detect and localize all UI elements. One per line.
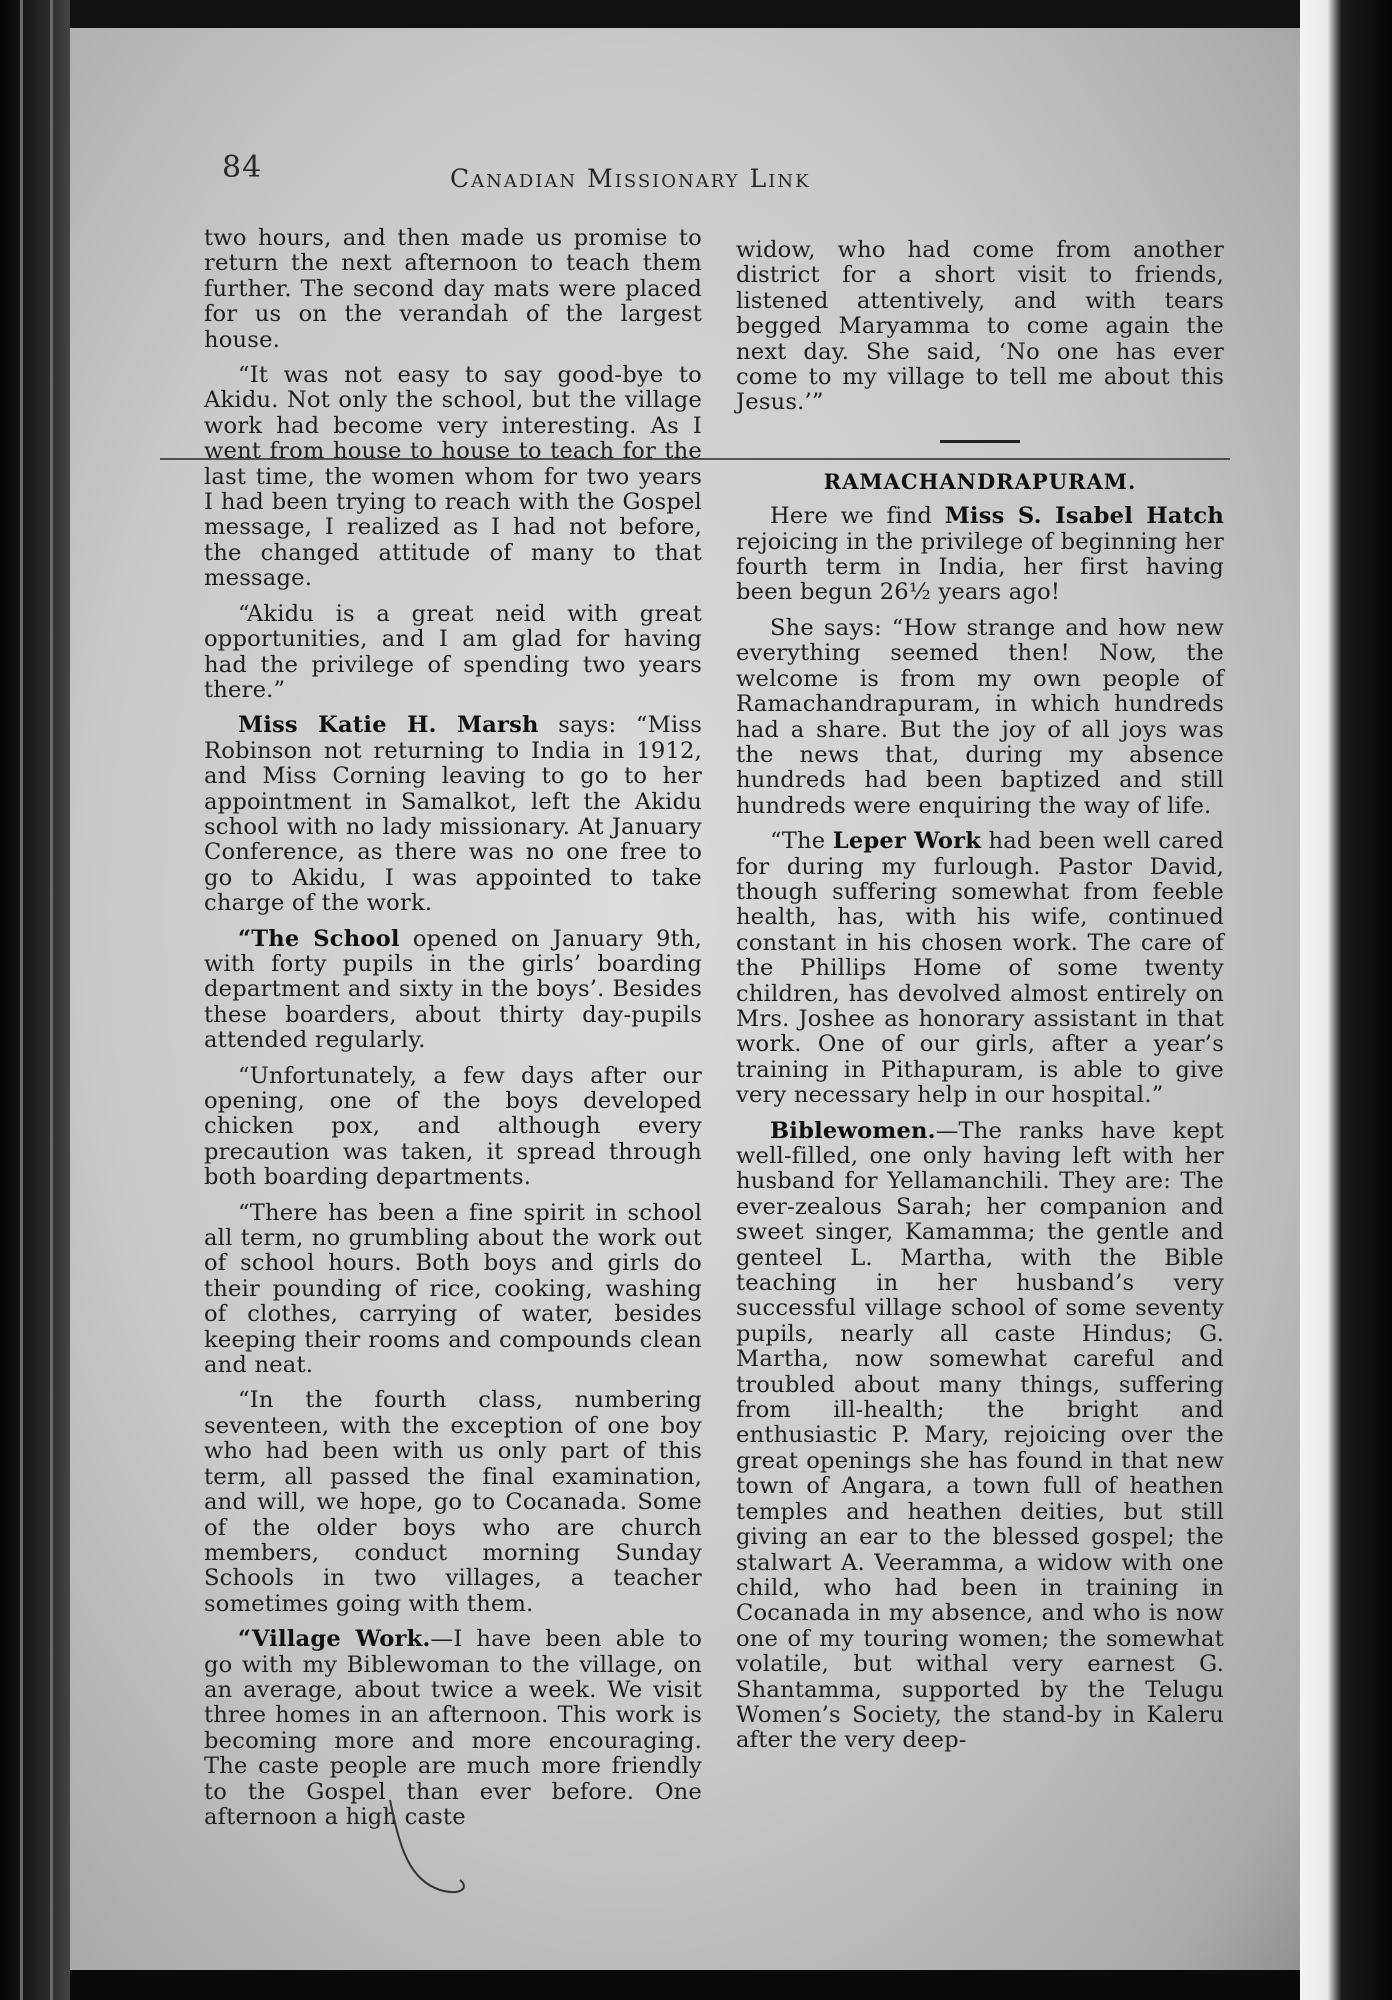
- running-title: Canadian Missionary Link: [450, 164, 811, 193]
- subheading: “Village Work.: [238, 1626, 431, 1653]
- subheading: Leper Work: [832, 828, 982, 855]
- subheading: “The School: [238, 925, 400, 952]
- paragraph-text: opened on January 9th, with forty pupils in the girls’ boarding department and sixty in the boys’. Besides these boarders, about thirty day-pupils attended regularly.: [204, 925, 702, 1054]
- paragraph: two hours, and then made us promise to return the next afternoon to teach them further. The second day mats were placed for us on the verandah of the largest house.: [204, 225, 702, 353]
- paragraph: She says: “How strange and how new everything seemed then! Now, the welcome is from my own people of Ramachandrapuram, in which hundreds had a share. But the joy of all joys was the news that, during my absence hundreds had been baptized and still hundreds were enquiring the way of life.: [736, 614, 1224, 819]
- paragraph-text: —I have been able to go with my Biblewoman to the village, on an average, about twice a week. We visit three homes in an afternoon. This work is becoming more and more encouraging. The caste people are much more friendly to the Gospel than ever before. One afternoon a high caste: [204, 1626, 703, 1830]
- scan-left-margin: [0, 0, 70, 2000]
- paragraph: “In the fourth class, numbering seventeen, with the exception of one boy who had been with us only part of this term, all passed the final examination, and will, we hope, go to Cocanada. Some of the older boys who are church members, conduct morning Sunday Schools in two villages, a teacher sometimes going with them.: [204, 1387, 702, 1617]
- subheading: Biblewomen.: [770, 1117, 936, 1144]
- paragraph: [204, 927, 702, 1054]
- section-divider: [940, 440, 1020, 443]
- ink-scribble: [380, 1790, 500, 1910]
- page-number: 84: [222, 150, 263, 185]
- binding-line: [20, 0, 23, 2000]
- section-title: RAMACHANDRAPURAM.: [823, 468, 1137, 494]
- paragraph-text: —The ranks have kept well-filled, one only having left with her husband for Yellamanchili. They are: The ever-zealous Sarah; her companion and sweet singer, Kamamma; the gentle and genteel L. Martha, with the Bible teaching in her husband’s very successful village school of some seventy pupils, nearly all caste Hindus; G. Martha, now somewhat careful and troubled about many things, suffering from ill-health; the bright and enthusiastic P. Mary, rejoicing over the great openings she has found in that new town of Angara, a town full of heathen temples and heathen deities, but still giving an ear to the blessed gospel; the stalwart A. Veeramma, a widow with one child, who had been in training in Cocanada in my absence, and who is now one of my touring women; the somewhat volatile, but withal very earnest G. Shantamma, supported by the Telugu Women’s Society, the stand-by in Kaleru after the very deep-: [736, 1117, 1224, 1754]
- paragraph-text: says: “Miss Robinson not returning to India in 1912, and Miss Corning leaving to go to her appointment in Samalkot, left the Akidu school with no lady missionary. At January Conference, as there was no one free to go to Akidu, I was appointed to take charge of the work.: [204, 712, 703, 917]
- left-column: [204, 226, 702, 1840]
- paragraph: [736, 829, 1224, 1108]
- page-header: [150, 130, 1230, 193]
- paragraph-text: had been well cared for during my furlough. Pastor David, though suffering somewhat from feeble health, has, with his wife, continued constant in his chosen work. The care of the Phillips Home of some twenty children, has devolved almost entirely on Mrs. Joshee as honorary assistant in that work. One of our girls, after a year’s training in Pithapuram, is able to give very necessary help in our hospital.”: [736, 828, 1224, 1109]
- paragraph: “Unfortunately, a few days after our opening, one of the boys developed chicken pox, and although every precaution was taken, it spread through both boarding departments.: [204, 1062, 702, 1191]
- person-name: Miss Katie H. Marsh: [238, 712, 539, 739]
- binding-line: [50, 0, 53, 2000]
- right-column: [736, 238, 1224, 1764]
- paragraph: [736, 1119, 1224, 1754]
- paragraph: “It was not easy to say good-bye to Akidu. Not only the school, but the village work had become very interesting. As I went from house to house to teach for the last time, the women whom for two years I had been trying to reach with the Gospel message, I realized as I had not before, the changed attitude of many to that message.: [204, 362, 702, 592]
- paragraph: [736, 504, 1224, 606]
- paragraph-text: rejoicing in the privilege of beginning her fourth term in India, her first having been begun 26½ years ago!: [736, 528, 1224, 606]
- paragraph-text: Here we find: [770, 503, 945, 530]
- paragraph: [204, 713, 702, 916]
- person-name: Miss S. Isabel Hatch: [944, 503, 1224, 530]
- scan-bottom-margin: [70, 1970, 1300, 2000]
- paragraph: widow, who had come from another district for a short visit to friends, listened attentively, and with tears begged Maryamma to come again the next day. She said, ‘No one has ever come to my village to tell me about this Jesus.’”: [736, 237, 1224, 416]
- scan-right-margin: [1300, 0, 1392, 2000]
- paragraph: “Akidu is a great neid with great opportunities, and I am glad for having had the privilege of spending two years there.”: [204, 600, 702, 703]
- paragraph: “There has been a fine spirit in school all term, no grumbling about the work out of school hours. Both boys and girls do their pounding of rice, cooking, washing of clothes, carrying of water, besides keeping their rooms and compounds clean and neat.: [204, 1199, 702, 1379]
- paragraph-text: “The: [770, 828, 833, 855]
